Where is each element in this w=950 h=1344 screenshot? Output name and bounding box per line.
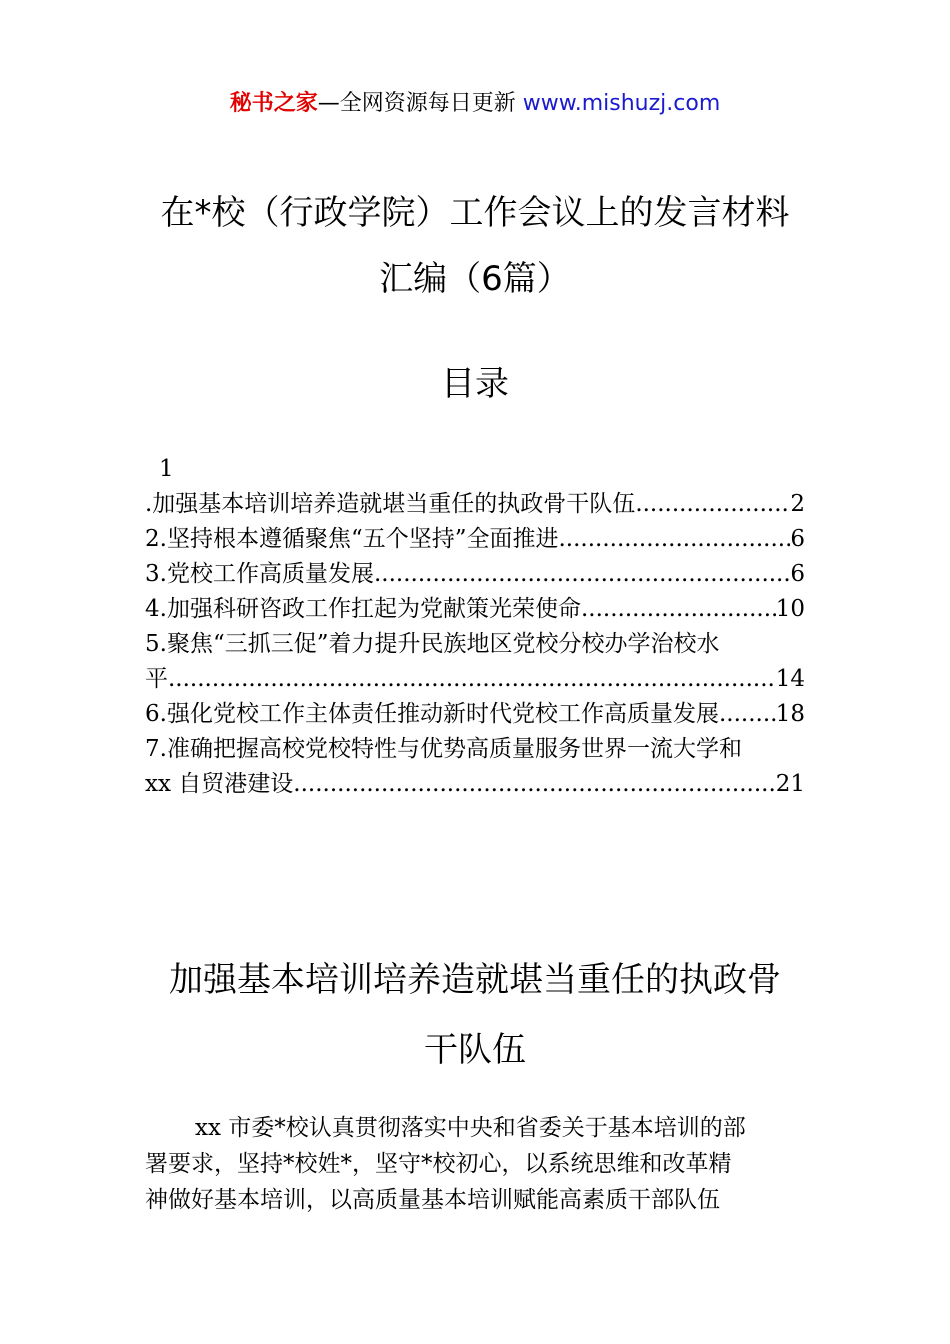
toc-entry-text: .加强基本培训培养造就堪当重任的执政骨干队伍: [145, 491, 636, 517]
toc-entry-5-line-1[interactable]: 5.聚焦“三抓三促”着力提升民族地区党校分校办学治校水: [145, 631, 720, 657]
paragraph-line-1: xx 市委*校认真贯彻落实中央和省委关于基本培训的部: [195, 1115, 746, 1141]
paragraph-line-2: 署要求，坚持*校姓*，坚守*校初心，以系统思维和改革精: [145, 1151, 732, 1177]
toc-entry-page: 21: [775, 771, 805, 797]
toc-entry-text: 2.坚持根本遵循聚焦“五个坚持”全面推进: [145, 526, 559, 552]
toc-leader-dots: [168, 662, 776, 697]
section-title-line-2: 干队伍: [424, 1030, 526, 1070]
body-paragraph: [145, 1110, 805, 1218]
toc-entry-text: 4.加强科研咨政工作扛起为党献策光荣使命: [145, 596, 581, 622]
document-title: [0, 180, 950, 312]
toc-entry-page: 10: [775, 596, 805, 622]
toc-entry-text: 平: [145, 666, 168, 692]
toc-leader-dots: [719, 697, 776, 732]
toc-entry-7[interactable]: [145, 767, 805, 802]
document-title-line-1: 在*校（行政学院）工作会议上的发言材料: [160, 193, 790, 233]
site-banner: [0, 88, 950, 120]
toc-entry-page: 6: [790, 561, 805, 587]
toc-entry-text: 3.党校工作高质量发展: [145, 561, 374, 587]
banner-brand: 秘书之家: [229, 91, 318, 116]
toc-entry-3[interactable]: [145, 557, 805, 592]
toc-entry-4[interactable]: [145, 592, 805, 627]
paragraph-line-3: 神做好基本培训，以高质量基本培训赋能高素质干部队伍: [145, 1187, 720, 1213]
toc-heading: 目录: [441, 364, 509, 404]
toc-entry-1-number: 1: [159, 456, 174, 482]
section-title: [0, 945, 950, 1085]
toc-leader-dots: [374, 557, 790, 592]
table-of-contents: [145, 452, 805, 802]
toc-entry-page: 18: [775, 701, 805, 727]
toc-leader-dots: [558, 522, 790, 557]
toc-entry-1[interactable]: [145, 487, 805, 522]
toc-leader-dots: [635, 487, 790, 522]
banner-slogan: —全网资源每日更新: [317, 91, 523, 116]
toc-leader-dots: [293, 767, 775, 802]
toc-leader-dots: [581, 592, 776, 627]
toc-entry-page: 2: [790, 491, 805, 517]
toc-entry-page: 6: [790, 526, 805, 552]
banner-url-link[interactable]: www.mishuzj.com: [522, 91, 721, 116]
toc-entry-7-line-1[interactable]: 7.准确把握高校党校特性与优势高质量服务世界一流大学和: [145, 736, 742, 762]
toc-entry-5[interactable]: [145, 662, 805, 697]
document-title-line-2: 汇编（6篇）: [379, 259, 571, 299]
toc-entry-2[interactable]: [145, 522, 805, 557]
toc-entry-6[interactable]: [145, 697, 805, 732]
toc-entry-text: 6.强化党校工作主体责任推动新时代党校工作高质量发展: [145, 701, 719, 727]
section-title-line-1: 加强基本培训培养造就堪当重任的执政骨: [169, 960, 781, 1000]
toc-entry-text: xx 自贸港建设: [145, 771, 294, 797]
toc-entry-page: 14: [775, 666, 805, 692]
